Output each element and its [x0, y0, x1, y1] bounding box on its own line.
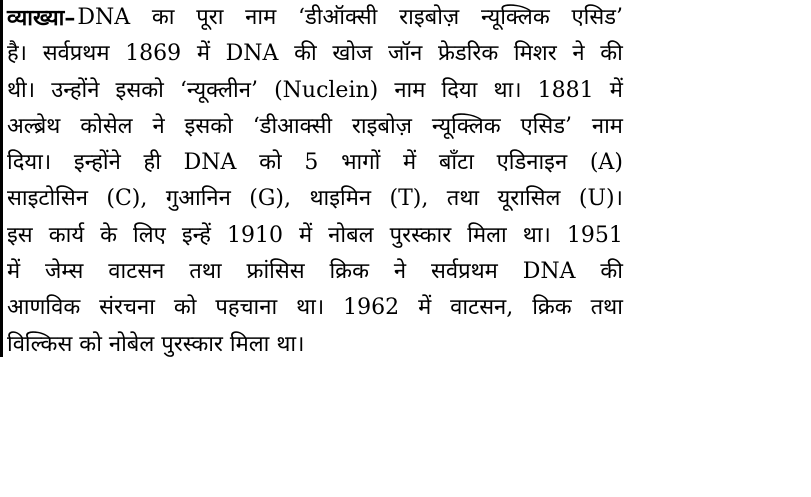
- word: 1910: [226, 222, 283, 248]
- word: (C),: [106, 186, 148, 212]
- word: नाम: [591, 113, 623, 139]
- word: ने: [152, 113, 165, 139]
- word: क्रिक: [532, 295, 572, 321]
- word: न्यूक्लिक: [431, 113, 501, 139]
- explanation-paragraph: [7, 0, 623, 363]
- line-text: [7, 73, 623, 109]
- word: यूरासिल: [497, 186, 561, 212]
- word: (A): [589, 150, 623, 176]
- word: इस: [7, 222, 33, 248]
- word: लिए: [133, 222, 166, 248]
- word: ने: [393, 259, 407, 285]
- word: क्रिक: [329, 259, 369, 285]
- line-text: [7, 36, 623, 72]
- word: नाम: [394, 77, 426, 103]
- word: इसको: [115, 77, 164, 103]
- word: 1869: [125, 41, 182, 67]
- word: में: [7, 259, 21, 285]
- word: जेम्स: [45, 259, 84, 285]
- word: 1951: [566, 222, 623, 248]
- word: की: [294, 41, 317, 67]
- text-line-3: [7, 73, 623, 109]
- word: जॉन: [388, 41, 423, 67]
- text-line-7: [7, 218, 623, 254]
- word: मिशर: [513, 41, 557, 67]
- word: खोज: [332, 41, 373, 67]
- word: सर्वप्रथम: [430, 259, 498, 285]
- word: को: [259, 150, 282, 176]
- word: की: [600, 259, 623, 285]
- word: नाम: [245, 5, 277, 30]
- word: ही: [143, 150, 161, 176]
- word: फ्रेडरिक: [437, 41, 499, 67]
- word: में: [298, 222, 313, 248]
- word: (Nuclein): [274, 77, 379, 103]
- word: एसिड’: [520, 113, 572, 139]
- word: दिया: [441, 77, 478, 103]
- word: भागों: [341, 150, 381, 176]
- word: उन्होंने: [51, 77, 100, 103]
- word: था।: [493, 77, 522, 103]
- word: साइटोसिन: [7, 186, 88, 212]
- word: (G),: [249, 186, 291, 212]
- word: इसको: [184, 113, 233, 139]
- explanation-label: व्याख्या: [7, 5, 65, 31]
- word: ‘न्यूक्लीन’: [179, 77, 258, 103]
- word: DNA: [522, 259, 576, 285]
- word: था।: [522, 222, 551, 248]
- word: ने: [572, 41, 585, 67]
- line-text: विल्किस को नोबेल पुरस्कार मिला था।: [7, 331, 305, 357]
- word: इन्होंने: [73, 150, 121, 176]
- line-text: [7, 145, 623, 181]
- word: DNA: [77, 5, 131, 30]
- word: के: [100, 222, 118, 248]
- word: तथा: [446, 186, 480, 212]
- word: राइबोज़: [399, 5, 460, 30]
- word: एडिनाइन: [496, 150, 568, 176]
- word: को: [173, 295, 197, 321]
- word: अल्ब्रेथ: [7, 113, 61, 139]
- word: में: [403, 150, 417, 176]
- text-line-4: [7, 109, 623, 145]
- word: तथा: [590, 295, 623, 321]
- word: (T),: [389, 186, 429, 212]
- word: थाइमिन: [309, 186, 372, 212]
- word: न्यूक्लिक: [480, 5, 550, 30]
- word: ‘डीऑक्सी: [297, 5, 378, 30]
- word: वाटसन: [108, 259, 165, 285]
- text-line-9: [7, 290, 623, 326]
- line-text: [7, 218, 623, 254]
- word: में: [196, 41, 210, 67]
- word: पुरस्कार: [389, 222, 452, 248]
- word: तथा: [189, 259, 222, 285]
- line-text: [77, 0, 623, 36]
- word: 5: [304, 150, 319, 176]
- word: वाटसन,: [450, 295, 514, 321]
- word: (U)।: [578, 186, 623, 212]
- word: सर्वप्रथम: [42, 41, 110, 67]
- word: कार्य: [48, 222, 85, 248]
- word: दिया।: [7, 150, 52, 176]
- word: पूरा: [196, 5, 224, 30]
- word: आणविक: [7, 295, 81, 321]
- text-line-2: [7, 36, 623, 72]
- word: में: [609, 77, 623, 103]
- word: संरचना: [99, 295, 155, 321]
- word: एसिड’: [571, 5, 623, 30]
- word: राइबोज़: [351, 113, 413, 139]
- word: पहचाना: [215, 295, 278, 321]
- line-text: [7, 290, 623, 326]
- word: थी।: [7, 77, 36, 103]
- word: 1881: [537, 77, 594, 103]
- text-line-8: [7, 254, 623, 290]
- word: कोसेल: [80, 113, 133, 139]
- word: ‘डीआक्सी: [252, 113, 333, 139]
- word: DNA: [225, 41, 279, 67]
- word: बाँटा: [438, 150, 474, 176]
- word: DNA: [183, 150, 237, 176]
- text-line-10: [7, 327, 623, 363]
- word: इन्हें: [181, 222, 211, 248]
- text-line-5: [7, 145, 623, 181]
- word: का: [151, 5, 175, 30]
- word: की: [600, 41, 623, 67]
- word: गुआनिन: [165, 186, 231, 212]
- left-margin-rule: [0, 0, 3, 357]
- heading-dash: –: [64, 5, 76, 31]
- word: 1962: [343, 295, 400, 321]
- word: था।: [296, 295, 325, 321]
- text-line-6: [7, 181, 623, 217]
- text-line-1: [7, 0, 623, 36]
- explanation-heading: [7, 0, 77, 36]
- word: मिला: [467, 222, 507, 248]
- line-text: [7, 109, 623, 145]
- line-text: [7, 181, 623, 217]
- word: है।: [7, 41, 28, 67]
- line-text: [7, 254, 623, 290]
- word: फ्रांसिस: [246, 259, 305, 285]
- word: में: [418, 295, 432, 321]
- word: नोबल: [328, 222, 374, 248]
